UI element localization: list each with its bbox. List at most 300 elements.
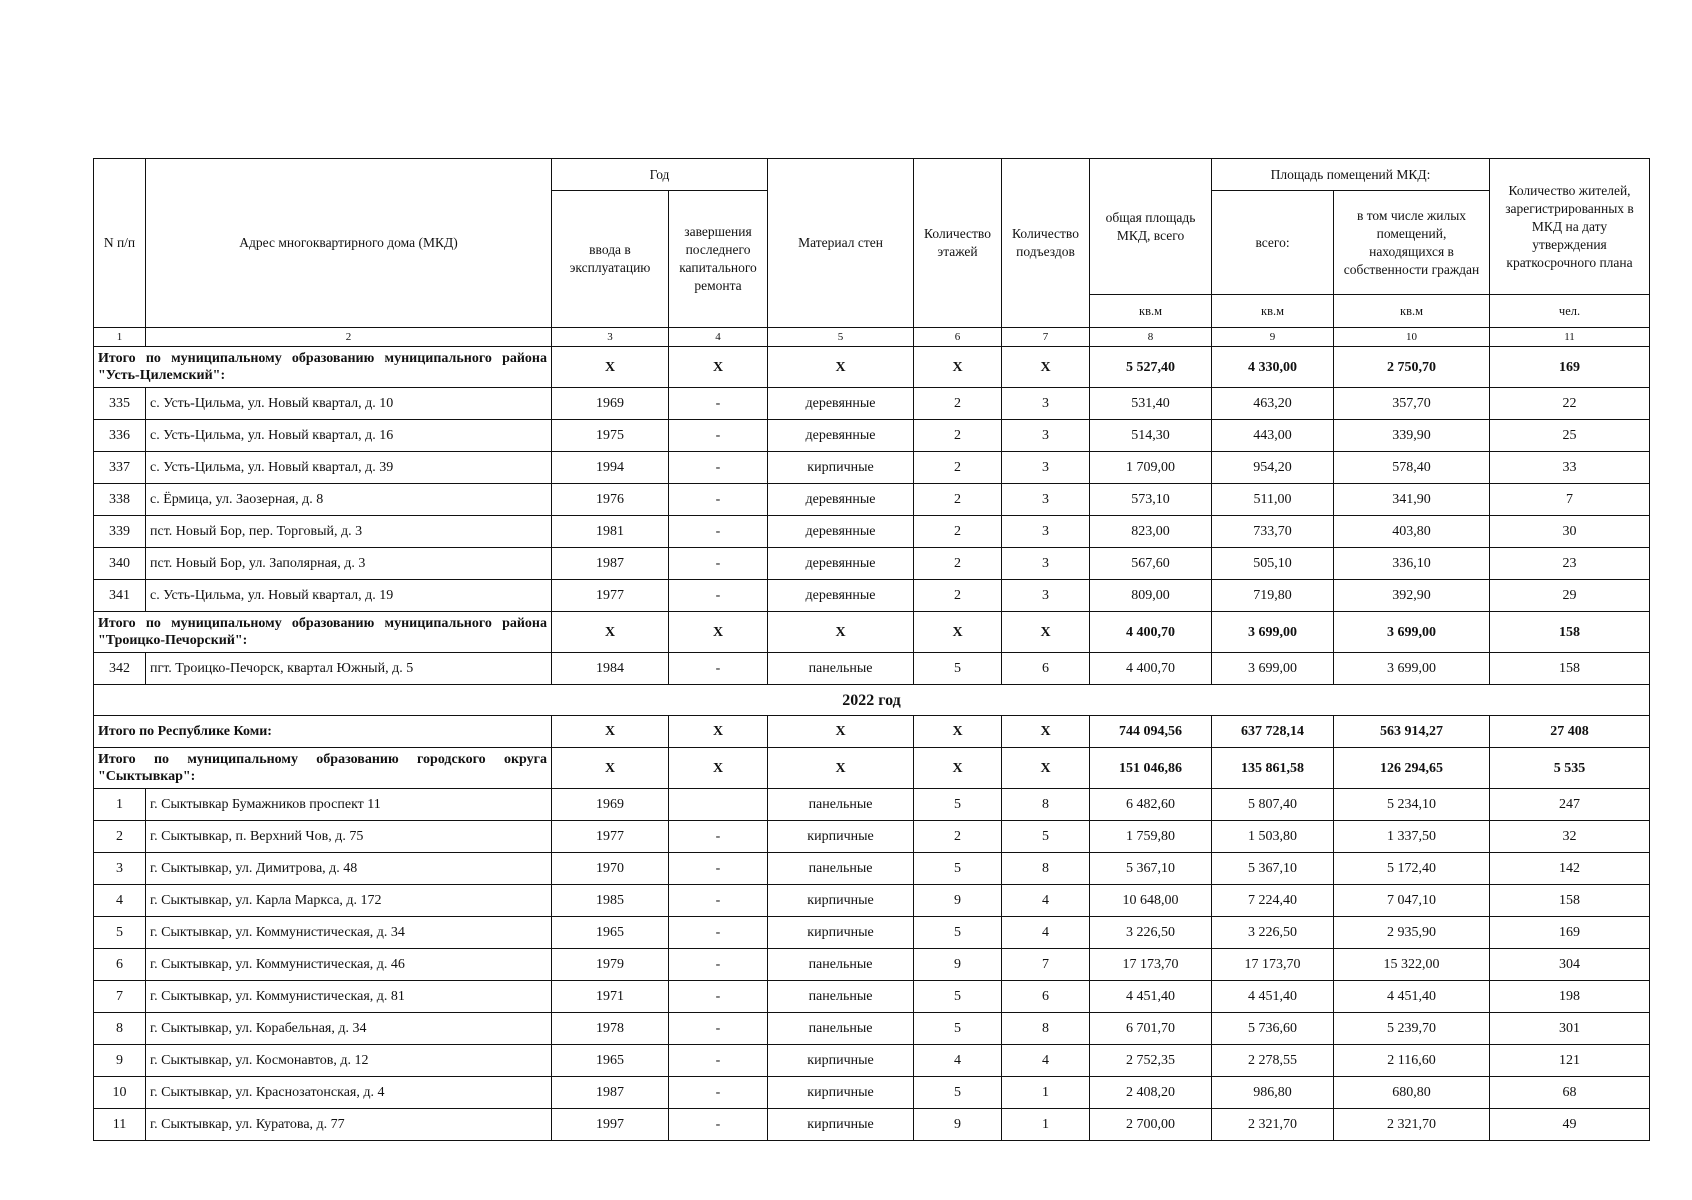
unit-private: кв.м (1334, 295, 1490, 328)
unit-total: кв.м (1090, 295, 1212, 328)
row-num: 8 (94, 1013, 146, 1045)
row-address: с. Усть-Цильма, ул. Новый квартал, д. 19 (146, 580, 552, 612)
row-material: деревянные (768, 516, 914, 548)
total-cell: 27 408 (1490, 716, 1650, 748)
row-year: 1984 (552, 653, 669, 685)
row-area-all: 2 278,55 (1212, 1045, 1334, 1077)
total-label: Итого по муниципальному образованию муниципального района "Усть-Цилемский": (94, 347, 552, 388)
row-residents: 68 (1490, 1077, 1650, 1109)
total-label: Итого по муниципальному образованию городского округа "Сыктывкар": (94, 748, 552, 789)
total-cell: 5 527,40 (1090, 347, 1212, 388)
row-material: панельные (768, 789, 914, 821)
row-num: 3 (94, 853, 146, 885)
row-floors: 5 (914, 917, 1002, 949)
row-floors: 9 (914, 1109, 1002, 1141)
total-cell: X (1002, 748, 1090, 789)
row-num: 2 (94, 821, 146, 853)
row-residents: 22 (1490, 388, 1650, 420)
col-number: 10 (1334, 328, 1490, 347)
table-row (94, 548, 1650, 580)
row-total-area: 567,60 (1090, 548, 1212, 580)
row-entrances: 4 (1002, 1045, 1090, 1077)
row-entrances: 3 (1002, 548, 1090, 580)
row-year: 1977 (552, 821, 669, 853)
row-area-all: 3 226,50 (1212, 917, 1334, 949)
unit-residents: чел. (1490, 295, 1650, 328)
header-entrances: Количество подъездов (1002, 159, 1090, 328)
row-material: кирпичные (768, 1077, 914, 1109)
row-total-area: 2 752,35 (1090, 1045, 1212, 1077)
total-cell: X (768, 716, 914, 748)
row-material: деревянные (768, 548, 914, 580)
table-row (94, 516, 1650, 548)
row-residents: 30 (1490, 516, 1650, 548)
total-label: Итого по Республике Коми: (94, 716, 552, 748)
row-material: панельные (768, 653, 914, 685)
row-address: с. Усть-Цильма, ул. Новый квартал, д. 10 (146, 388, 552, 420)
row-area-private: 5 239,70 (1334, 1013, 1490, 1045)
row-entrances: 6 (1002, 653, 1090, 685)
total-row (94, 347, 1650, 388)
row-area-private: 5 234,10 (1334, 789, 1490, 821)
row-entrances: 3 (1002, 388, 1090, 420)
row-residents: 25 (1490, 420, 1650, 452)
row-material: кирпичные (768, 452, 914, 484)
row-repair: - (669, 452, 768, 484)
row-address: пгт. Троицко-Печорск, квартал Южный, д. 5 (146, 653, 552, 685)
header-floors: Количество этажей (914, 159, 1002, 328)
col-number: 9 (1212, 328, 1334, 347)
row-year: 1970 (552, 853, 669, 885)
table-row (94, 420, 1650, 452)
table-row (94, 452, 1650, 484)
row-material: деревянные (768, 420, 914, 452)
total-cell: 4 330,00 (1212, 347, 1334, 388)
table-row (94, 981, 1650, 1013)
row-floors: 2 (914, 580, 1002, 612)
row-address: с. Ёрмица, ул. Заозерная, д. 8 (146, 484, 552, 516)
row-floors: 5 (914, 1077, 1002, 1109)
row-floors: 2 (914, 388, 1002, 420)
row-repair: - (669, 1109, 768, 1141)
total-cell: 3 699,00 (1334, 612, 1490, 653)
total-row (94, 612, 1650, 653)
row-material: кирпичные (768, 885, 914, 917)
table-row (94, 917, 1650, 949)
row-year: 1975 (552, 420, 669, 452)
row-address: с. Усть-Цильма, ул. Новый квартал, д. 39 (146, 452, 552, 484)
table-row (94, 484, 1650, 516)
row-address: г. Сыктывкар, ул. Корабельная, д. 34 (146, 1013, 552, 1045)
total-cell: X (1002, 716, 1090, 748)
row-repair: - (669, 821, 768, 853)
row-num: 336 (94, 420, 146, 452)
row-entrances: 7 (1002, 949, 1090, 981)
row-year: 1969 (552, 789, 669, 821)
row-material: панельные (768, 949, 914, 981)
row-area-private: 4 451,40 (1334, 981, 1490, 1013)
row-total-area: 1 759,80 (1090, 821, 1212, 853)
row-entrances: 6 (1002, 981, 1090, 1013)
row-total-area: 2 700,00 (1090, 1109, 1212, 1141)
row-num: 10 (94, 1077, 146, 1109)
row-material: кирпичные (768, 1109, 914, 1141)
row-residents: 198 (1490, 981, 1650, 1013)
row-address: г. Сыктывкар, ул. Краснозатонская, д. 4 (146, 1077, 552, 1109)
row-year: 1965 (552, 1045, 669, 1077)
row-total-area: 10 648,00 (1090, 885, 1212, 917)
row-total-area: 531,40 (1090, 388, 1212, 420)
row-material: деревянные (768, 388, 914, 420)
total-cell: 2 750,70 (1334, 347, 1490, 388)
row-area-private: 392,90 (1334, 580, 1490, 612)
total-cell: X (669, 612, 768, 653)
total-cell: 5 535 (1490, 748, 1650, 789)
row-year: 1969 (552, 388, 669, 420)
total-cell: 151 046,86 (1090, 748, 1212, 789)
row-floors: 2 (914, 484, 1002, 516)
total-cell: 126 294,65 (1334, 748, 1490, 789)
table-row (94, 1109, 1650, 1141)
row-material: деревянные (768, 484, 914, 516)
row-address: г. Сыктывкар, ул. Карла Маркса, д. 172 (146, 885, 552, 917)
total-cell: X (768, 347, 914, 388)
header-year: Год (552, 159, 768, 191)
row-material: кирпичные (768, 917, 914, 949)
row-repair: - (669, 1077, 768, 1109)
table-row (94, 853, 1650, 885)
row-repair: - (669, 653, 768, 685)
row-area-all: 7 224,40 (1212, 885, 1334, 917)
row-entrances: 3 (1002, 580, 1090, 612)
row-entrances: 5 (1002, 821, 1090, 853)
row-address: с. Усть-Цильма, ул. Новый квартал, д. 16 (146, 420, 552, 452)
row-year: 1987 (552, 548, 669, 580)
header-area-group: Площадь помещений МКД: (1212, 159, 1490, 191)
row-entrances: 8 (1002, 1013, 1090, 1045)
row-area-private: 2 935,90 (1334, 917, 1490, 949)
total-cell: X (669, 347, 768, 388)
row-area-all: 5 367,10 (1212, 853, 1334, 885)
row-num: 338 (94, 484, 146, 516)
row-area-private: 680,80 (1334, 1077, 1490, 1109)
row-material: панельные (768, 1013, 914, 1045)
row-residents: 23 (1490, 548, 1650, 580)
row-repair: - (669, 853, 768, 885)
total-cell: X (669, 748, 768, 789)
row-entrances: 3 (1002, 516, 1090, 548)
row-total-area: 5 367,10 (1090, 853, 1212, 885)
row-area-all: 4 451,40 (1212, 981, 1334, 1013)
row-repair: - (669, 1045, 768, 1077)
row-repair (669, 789, 768, 821)
row-area-all: 5 736,60 (1212, 1013, 1334, 1045)
row-year: 1985 (552, 885, 669, 917)
total-cell: X (552, 612, 669, 653)
row-repair: - (669, 1013, 768, 1045)
col-number: 1 (94, 328, 146, 347)
row-address: г. Сыктывкар, ул. Коммунистическая, д. 34 (146, 917, 552, 949)
row-floors: 4 (914, 1045, 1002, 1077)
row-entrances: 4 (1002, 885, 1090, 917)
row-total-area: 4 400,70 (1090, 653, 1212, 685)
row-total-area: 823,00 (1090, 516, 1212, 548)
row-material: панельные (768, 981, 914, 1013)
table-row (94, 1013, 1650, 1045)
col-number: 2 (146, 328, 552, 347)
row-floors: 2 (914, 452, 1002, 484)
row-total-area: 17 173,70 (1090, 949, 1212, 981)
row-address: г. Сыктывкар Бумажников проспект 11 (146, 789, 552, 821)
row-year: 1978 (552, 1013, 669, 1045)
total-cell: 158 (1490, 612, 1650, 653)
row-entrances: 3 (1002, 484, 1090, 516)
row-area-private: 403,80 (1334, 516, 1490, 548)
row-repair: - (669, 484, 768, 516)
row-residents: 158 (1490, 885, 1650, 917)
row-area-all: 511,00 (1212, 484, 1334, 516)
row-material: деревянные (768, 580, 914, 612)
row-num: 6 (94, 949, 146, 981)
total-cell: X (1002, 612, 1090, 653)
row-area-all: 5 807,40 (1212, 789, 1334, 821)
row-area-all: 2 321,70 (1212, 1109, 1334, 1141)
col-number: 6 (914, 328, 1002, 347)
row-floors: 2 (914, 548, 1002, 580)
total-cell: X (552, 748, 669, 789)
row-area-private: 341,90 (1334, 484, 1490, 516)
row-repair: - (669, 388, 768, 420)
row-total-area: 2 408,20 (1090, 1077, 1212, 1109)
header-area-all: всего: (1212, 191, 1334, 295)
row-repair: - (669, 580, 768, 612)
header-year-commission: ввода в эксплуатацию (552, 191, 669, 328)
row-num: 1 (94, 789, 146, 821)
row-area-private: 2 116,60 (1334, 1045, 1490, 1077)
total-cell: X (914, 748, 1002, 789)
mkd-table (93, 158, 1650, 1141)
row-entrances: 8 (1002, 789, 1090, 821)
row-repair: - (669, 516, 768, 548)
header-address: Адрес многоквартирного дома (МКД) (146, 159, 552, 328)
row-entrances: 3 (1002, 452, 1090, 484)
row-floors: 2 (914, 821, 1002, 853)
table-row (94, 949, 1650, 981)
row-num: 9 (94, 1045, 146, 1077)
row-year: 1971 (552, 981, 669, 1013)
row-area-private: 7 047,10 (1334, 885, 1490, 917)
row-floors: 5 (914, 1013, 1002, 1045)
row-num: 340 (94, 548, 146, 580)
total-cell: X (768, 748, 914, 789)
total-cell: X (768, 612, 914, 653)
row-year: 1979 (552, 949, 669, 981)
row-area-all: 733,70 (1212, 516, 1334, 548)
col-number: 5 (768, 328, 914, 347)
row-total-area: 3 226,50 (1090, 917, 1212, 949)
row-area-all: 719,80 (1212, 580, 1334, 612)
row-year: 1965 (552, 917, 669, 949)
row-area-private: 357,70 (1334, 388, 1490, 420)
table-row (94, 388, 1650, 420)
total-cell: 563 914,27 (1334, 716, 1490, 748)
total-cell: X (552, 347, 669, 388)
row-year: 1994 (552, 452, 669, 484)
header-total-area: общая площадь МКД, всего (1090, 159, 1212, 295)
total-cell: X (669, 716, 768, 748)
table-row (94, 789, 1650, 821)
row-residents: 121 (1490, 1045, 1650, 1077)
total-cell: 4 400,70 (1090, 612, 1212, 653)
row-address: г. Сыктывкар, ул. Коммунистическая, д. 81 (146, 981, 552, 1013)
row-num: 337 (94, 452, 146, 484)
row-year: 1987 (552, 1077, 669, 1109)
row-num: 335 (94, 388, 146, 420)
row-address: пст. Новый Бор, пер. Торговый, д. 3 (146, 516, 552, 548)
row-floors: 5 (914, 853, 1002, 885)
row-num: 342 (94, 653, 146, 685)
row-material: кирпичные (768, 1045, 914, 1077)
row-residents: 33 (1490, 452, 1650, 484)
row-repair: - (669, 885, 768, 917)
row-area-all: 954,20 (1212, 452, 1334, 484)
col-number: 11 (1490, 328, 1650, 347)
row-num: 4 (94, 885, 146, 917)
row-entrances: 3 (1002, 420, 1090, 452)
row-area-all: 986,80 (1212, 1077, 1334, 1109)
row-residents: 301 (1490, 1013, 1650, 1045)
row-entrances: 8 (1002, 853, 1090, 885)
row-floors: 9 (914, 949, 1002, 981)
row-repair: - (669, 981, 768, 1013)
total-cell: X (914, 716, 1002, 748)
row-residents: 7 (1490, 484, 1650, 516)
table-row (94, 1077, 1650, 1109)
col-number: 4 (669, 328, 768, 347)
row-repair: - (669, 917, 768, 949)
row-residents: 247 (1490, 789, 1650, 821)
header-material: Материал стен (768, 159, 914, 328)
row-address: г. Сыктывкар, ул. Космонавтов, д. 12 (146, 1045, 552, 1077)
header-area-private: в том числе жилых помещений, находящихся в собственности граждан (1334, 191, 1490, 295)
total-cell: X (552, 716, 669, 748)
year-row (94, 685, 1650, 716)
total-cell: X (914, 347, 1002, 388)
total-cell: X (1002, 347, 1090, 388)
row-area-private: 339,90 (1334, 420, 1490, 452)
row-year: 1981 (552, 516, 669, 548)
housing-repair-table (93, 158, 1649, 1141)
row-num: 7 (94, 981, 146, 1013)
row-residents: 304 (1490, 949, 1650, 981)
total-cell: 169 (1490, 347, 1650, 388)
row-num: 341 (94, 580, 146, 612)
header-num: N п/п (94, 159, 146, 328)
row-num: 11 (94, 1109, 146, 1141)
row-total-area: 514,30 (1090, 420, 1212, 452)
row-total-area: 6 482,60 (1090, 789, 1212, 821)
row-area-private: 15 322,00 (1334, 949, 1490, 981)
total-cell: 3 699,00 (1212, 612, 1334, 653)
row-floors: 2 (914, 516, 1002, 548)
row-address: г. Сыктывкар, ул. Димитрова, д. 48 (146, 853, 552, 885)
total-cell: X (914, 612, 1002, 653)
col-number: 8 (1090, 328, 1212, 347)
row-residents: 142 (1490, 853, 1650, 885)
row-repair: - (669, 949, 768, 981)
row-repair: - (669, 548, 768, 580)
row-floors: 5 (914, 789, 1002, 821)
row-repair: - (669, 420, 768, 452)
row-residents: 29 (1490, 580, 1650, 612)
row-area-private: 2 321,70 (1334, 1109, 1490, 1141)
row-year: 1976 (552, 484, 669, 516)
row-year: 1977 (552, 580, 669, 612)
row-floors: 5 (914, 981, 1002, 1013)
row-residents: 169 (1490, 917, 1650, 949)
table-row (94, 580, 1650, 612)
year-heading: 2022 год (94, 685, 1650, 716)
row-area-private: 3 699,00 (1334, 653, 1490, 685)
row-area-private: 578,40 (1334, 452, 1490, 484)
total-cell: 135 861,58 (1212, 748, 1334, 789)
row-floors: 5 (914, 653, 1002, 685)
row-entrances: 1 (1002, 1077, 1090, 1109)
total-row (94, 748, 1650, 789)
row-num: 339 (94, 516, 146, 548)
row-area-all: 463,20 (1212, 388, 1334, 420)
row-area-private: 336,10 (1334, 548, 1490, 580)
row-residents: 158 (1490, 653, 1650, 685)
row-num: 5 (94, 917, 146, 949)
row-area-private: 1 337,50 (1334, 821, 1490, 853)
row-address: г. Сыктывкар, ул. Куратова, д. 77 (146, 1109, 552, 1141)
row-address: пст. Новый Бор, ул. Заполярная, д. 3 (146, 548, 552, 580)
row-entrances: 4 (1002, 917, 1090, 949)
row-floors: 2 (914, 420, 1002, 452)
row-area-all: 443,00 (1212, 420, 1334, 452)
total-row (94, 716, 1650, 748)
header-residents: Количество жителей, зарегистрированных в МКД на дату утверждения краткосрочного плана (1490, 159, 1650, 295)
row-address: г. Сыктывкар, ул. Коммунистическая, д. 46 (146, 949, 552, 981)
row-material: панельные (768, 853, 914, 885)
unit-all: кв.м (1212, 295, 1334, 328)
row-address: г. Сыктывкар, п. Верхний Чов, д. 75 (146, 821, 552, 853)
col-number: 7 (1002, 328, 1090, 347)
table-row (94, 885, 1650, 917)
row-area-all: 3 699,00 (1212, 653, 1334, 685)
row-total-area: 573,10 (1090, 484, 1212, 516)
table-row (94, 1045, 1650, 1077)
table-row (94, 821, 1650, 853)
row-area-all: 1 503,80 (1212, 821, 1334, 853)
row-residents: 49 (1490, 1109, 1650, 1141)
col-number: 3 (552, 328, 669, 347)
row-area-all: 505,10 (1212, 548, 1334, 580)
total-label: Итого по муниципальному образованию муниципального района "Троицко-Печорский": (94, 612, 552, 653)
row-material: кирпичные (768, 821, 914, 853)
header-year-repair: завершения последнего капитального ремонта (669, 191, 768, 328)
row-total-area: 809,00 (1090, 580, 1212, 612)
row-total-area: 6 701,70 (1090, 1013, 1212, 1045)
row-entrances: 1 (1002, 1109, 1090, 1141)
row-area-all: 17 173,70 (1212, 949, 1334, 981)
total-cell: 637 728,14 (1212, 716, 1334, 748)
row-total-area: 4 451,40 (1090, 981, 1212, 1013)
row-residents: 32 (1490, 821, 1650, 853)
row-total-area: 1 709,00 (1090, 452, 1212, 484)
row-area-private: 5 172,40 (1334, 853, 1490, 885)
